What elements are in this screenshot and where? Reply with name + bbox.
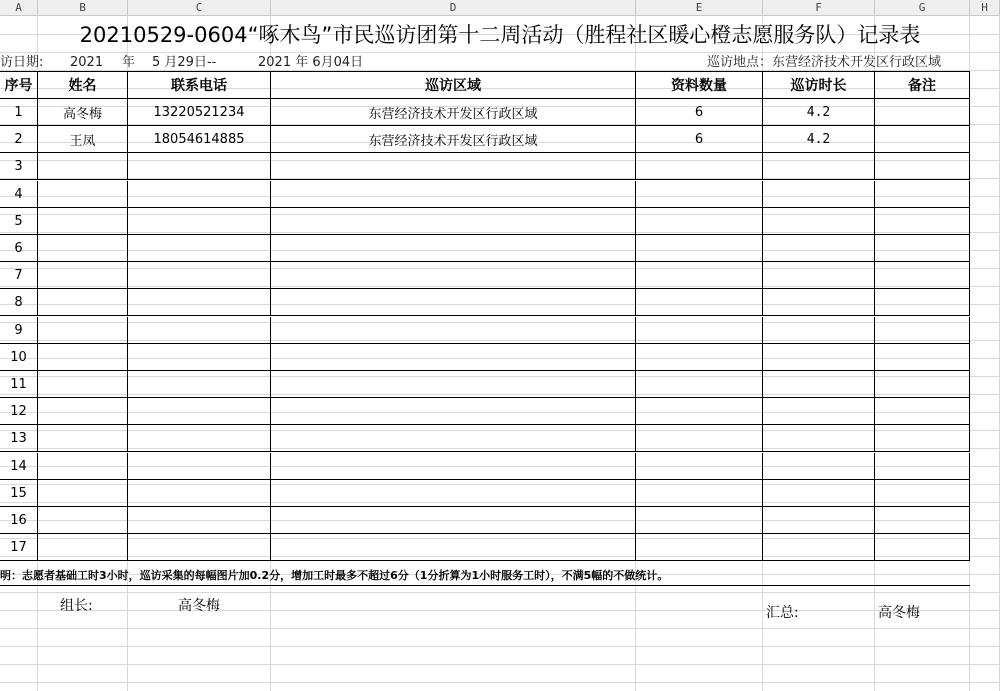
table-cell[interactable] xyxy=(875,453,970,480)
table-cell[interactable] xyxy=(271,289,636,316)
table-cell[interactable] xyxy=(763,317,875,344)
visit-date-label[interactable]: 访日期: xyxy=(0,55,44,70)
column-header[interactable]: G xyxy=(875,0,970,16)
column-header[interactable]: D xyxy=(271,0,636,16)
table-cell[interactable] xyxy=(875,507,970,534)
summary-label[interactable]: 汇总: xyxy=(766,605,799,621)
table-cell[interactable]: 4.2 xyxy=(763,126,875,153)
table-cell[interactable] xyxy=(636,425,763,452)
column-header[interactable]: H xyxy=(970,0,1000,16)
table-cell[interactable]: 9 xyxy=(0,317,38,344)
table-cell[interactable]: 12 xyxy=(0,398,38,425)
table-cell[interactable] xyxy=(875,480,970,507)
table-header-cell[interactable]: 巡访时长 xyxy=(763,72,875,99)
table-cell[interactable] xyxy=(271,208,636,235)
table-cell[interactable] xyxy=(128,153,271,180)
table-cell[interactable] xyxy=(636,153,763,180)
table-cell[interactable] xyxy=(875,344,970,371)
table-cell[interactable] xyxy=(875,289,970,316)
table-cell[interactable] xyxy=(763,289,875,316)
leader-name[interactable]: 高冬梅 xyxy=(178,598,220,614)
table-cell[interactable] xyxy=(38,262,128,289)
table-cell[interactable] xyxy=(763,181,875,208)
table-cell[interactable] xyxy=(38,235,128,262)
table-cell[interactable] xyxy=(271,507,636,534)
table-cell[interactable] xyxy=(763,208,875,235)
table-cell[interactable] xyxy=(38,425,128,452)
table-cell[interactable]: 13 xyxy=(0,425,38,452)
table-cell[interactable] xyxy=(38,208,128,235)
table-cell[interactable]: 东营经济技术开发区行政区域 xyxy=(271,126,636,153)
table-cell[interactable]: 17 xyxy=(0,534,38,561)
explanation-note[interactable]: 明：志愿者基础工时3小时，巡访采集的每幅图片加0.2分，增加工时最多不超过6分（1分折算为1小时服务工时），不满5幅的不做统计。 xyxy=(0,566,970,586)
table-header-cell[interactable]: 序号 xyxy=(0,72,38,99)
table-cell[interactable] xyxy=(636,534,763,561)
gridline-horizontal xyxy=(0,592,1000,593)
table-cell[interactable] xyxy=(875,235,970,262)
table-header-cell[interactable]: 资料数量 xyxy=(636,72,763,99)
table-cell[interactable] xyxy=(271,235,636,262)
table-cell[interactable] xyxy=(875,534,970,561)
table-cell[interactable] xyxy=(271,317,636,344)
visit-date-year-char[interactable]: 年 xyxy=(122,55,136,70)
table-cell[interactable]: 10 xyxy=(0,344,38,371)
table-cell[interactable] xyxy=(128,534,271,561)
table-cell[interactable] xyxy=(128,344,271,371)
table-cell[interactable]: 3 xyxy=(0,153,38,180)
table-cell[interactable]: 11 xyxy=(0,371,38,398)
table-cell[interactable] xyxy=(128,398,271,425)
table-cell[interactable] xyxy=(763,153,875,180)
table-cell[interactable] xyxy=(763,534,875,561)
table-cell[interactable] xyxy=(271,371,636,398)
table-cell[interactable] xyxy=(128,425,271,452)
table-cell[interactable] xyxy=(38,317,128,344)
table-cell[interactable] xyxy=(875,208,970,235)
table-cell[interactable] xyxy=(763,453,875,480)
table-cell[interactable]: 1 xyxy=(0,99,38,126)
table-cell[interactable] xyxy=(38,289,128,316)
table-cell[interactable] xyxy=(128,235,271,262)
table-cell[interactable] xyxy=(271,534,636,561)
table-cell[interactable] xyxy=(38,534,128,561)
table-cell[interactable] xyxy=(128,208,271,235)
table-cell[interactable]: 4 xyxy=(0,181,38,208)
table-cell[interactable] xyxy=(271,181,636,208)
table-cell[interactable] xyxy=(875,398,970,425)
table-cell[interactable] xyxy=(636,371,763,398)
table-cell[interactable] xyxy=(38,181,128,208)
table-cell[interactable] xyxy=(763,262,875,289)
table-cell[interactable] xyxy=(271,480,636,507)
table-cell[interactable] xyxy=(128,453,271,480)
table-cell[interactable] xyxy=(636,398,763,425)
table-cell[interactable]: 6 xyxy=(636,126,763,153)
table-cell[interactable] xyxy=(128,507,271,534)
visit-location[interactable]: 巡访地点：东营经济技术开发区行政区域 xyxy=(707,55,942,70)
table-cell[interactable] xyxy=(271,453,636,480)
table-cell[interactable]: 7 xyxy=(0,262,38,289)
table-header-cell[interactable]: 备注 xyxy=(875,72,970,99)
table-cell[interactable] xyxy=(636,507,763,534)
table-cell[interactable]: 5 xyxy=(0,208,38,235)
table-cell[interactable] xyxy=(875,317,970,344)
table-cell[interactable] xyxy=(128,480,271,507)
table-cell[interactable] xyxy=(875,425,970,452)
table-cell[interactable] xyxy=(763,235,875,262)
table-cell[interactable] xyxy=(128,371,271,398)
gridline-horizontal xyxy=(0,610,1000,611)
table-cell[interactable]: 13220521234 xyxy=(128,99,271,126)
table-cell[interactable]: 2 xyxy=(0,126,38,153)
table-header-cell[interactable]: 巡访区域 xyxy=(271,72,636,99)
column-header[interactable]: A xyxy=(0,0,38,16)
column-header[interactable]: F xyxy=(763,0,875,16)
table-cell[interactable] xyxy=(271,398,636,425)
visit-date-from-year[interactable]: 2021 xyxy=(70,55,104,70)
table-cell[interactable] xyxy=(875,99,970,126)
gridline-horizontal xyxy=(0,664,1000,665)
table-cell[interactable] xyxy=(38,371,128,398)
table-cell[interactable] xyxy=(636,181,763,208)
table-header-cell[interactable]: 姓名 xyxy=(38,72,128,99)
visit-date-from-monthday[interactable]: 5 月29日-- xyxy=(152,55,217,70)
table-header-cell[interactable]: 联系电话 xyxy=(128,72,271,99)
table-cell[interactable]: 高冬梅 xyxy=(38,99,128,126)
column-header[interactable]: B xyxy=(38,0,128,16)
table-cell[interactable] xyxy=(763,480,875,507)
table-cell[interactable] xyxy=(271,425,636,452)
table-cell[interactable]: 14 xyxy=(0,453,38,480)
table-cell[interactable] xyxy=(271,262,636,289)
table-cell[interactable] xyxy=(38,398,128,425)
table-cell[interactable] xyxy=(128,181,271,208)
table-cell[interactable]: 6 xyxy=(0,235,38,262)
table-cell[interactable]: 6 xyxy=(636,99,763,126)
table-cell[interactable] xyxy=(38,507,128,534)
table-cell[interactable] xyxy=(271,344,636,371)
table-cell[interactable] xyxy=(875,153,970,180)
table-cell[interactable]: 王凤 xyxy=(38,126,128,153)
table-cell[interactable] xyxy=(875,126,970,153)
table-cell[interactable] xyxy=(636,235,763,262)
table-cell[interactable] xyxy=(636,317,763,344)
table-cell[interactable] xyxy=(636,453,763,480)
gridline-horizontal xyxy=(0,682,1000,683)
table-cell[interactable] xyxy=(271,153,636,180)
table-cell[interactable] xyxy=(763,344,875,371)
summary-name[interactable]: 高冬梅 xyxy=(878,605,920,621)
table-cell[interactable] xyxy=(38,480,128,507)
table-cell[interactable] xyxy=(763,398,875,425)
table-cell[interactable] xyxy=(38,153,128,180)
table-cell[interactable] xyxy=(128,289,271,316)
table-cell[interactable] xyxy=(763,371,875,398)
table-cell[interactable] xyxy=(38,453,128,480)
table-cell[interactable]: 8 xyxy=(0,289,38,316)
visit-date-to[interactable]: 2021 年 6月04日 xyxy=(258,55,364,70)
gridline-horizontal xyxy=(0,628,1000,629)
table-cell[interactable] xyxy=(763,507,875,534)
table-cell[interactable]: 16 xyxy=(0,507,38,534)
table-cell[interactable] xyxy=(636,289,763,316)
gridline-horizontal xyxy=(0,52,1000,53)
table-cell[interactable] xyxy=(636,208,763,235)
table-cell[interactable] xyxy=(636,344,763,371)
table-cell[interactable] xyxy=(763,425,875,452)
column-header[interactable]: C xyxy=(128,0,271,16)
table-cell[interactable]: 4.2 xyxy=(763,99,875,126)
table-cell[interactable]: 东营经济技术开发区行政区域 xyxy=(271,99,636,126)
table-cell[interactable] xyxy=(38,344,128,371)
table-cell[interactable]: 15 xyxy=(0,480,38,507)
table-cell[interactable] xyxy=(875,181,970,208)
table-cell[interactable] xyxy=(128,317,271,344)
sheet-title[interactable]: 20210529-0604“啄木鸟”市民巡访团第十二周活动（胜程社区暖心橙志愿服务队）记录表 xyxy=(79,23,921,47)
leader-label[interactable]: 组长: xyxy=(60,598,93,614)
gridline-horizontal xyxy=(0,646,1000,647)
column-header[interactable]: E xyxy=(636,0,763,16)
table-cell[interactable]: 18054614885 xyxy=(128,126,271,153)
table-cell[interactable] xyxy=(875,371,970,398)
table-cell[interactable] xyxy=(636,262,763,289)
table-cell[interactable] xyxy=(636,480,763,507)
table-cell[interactable] xyxy=(128,262,271,289)
table-cell[interactable] xyxy=(875,262,970,289)
